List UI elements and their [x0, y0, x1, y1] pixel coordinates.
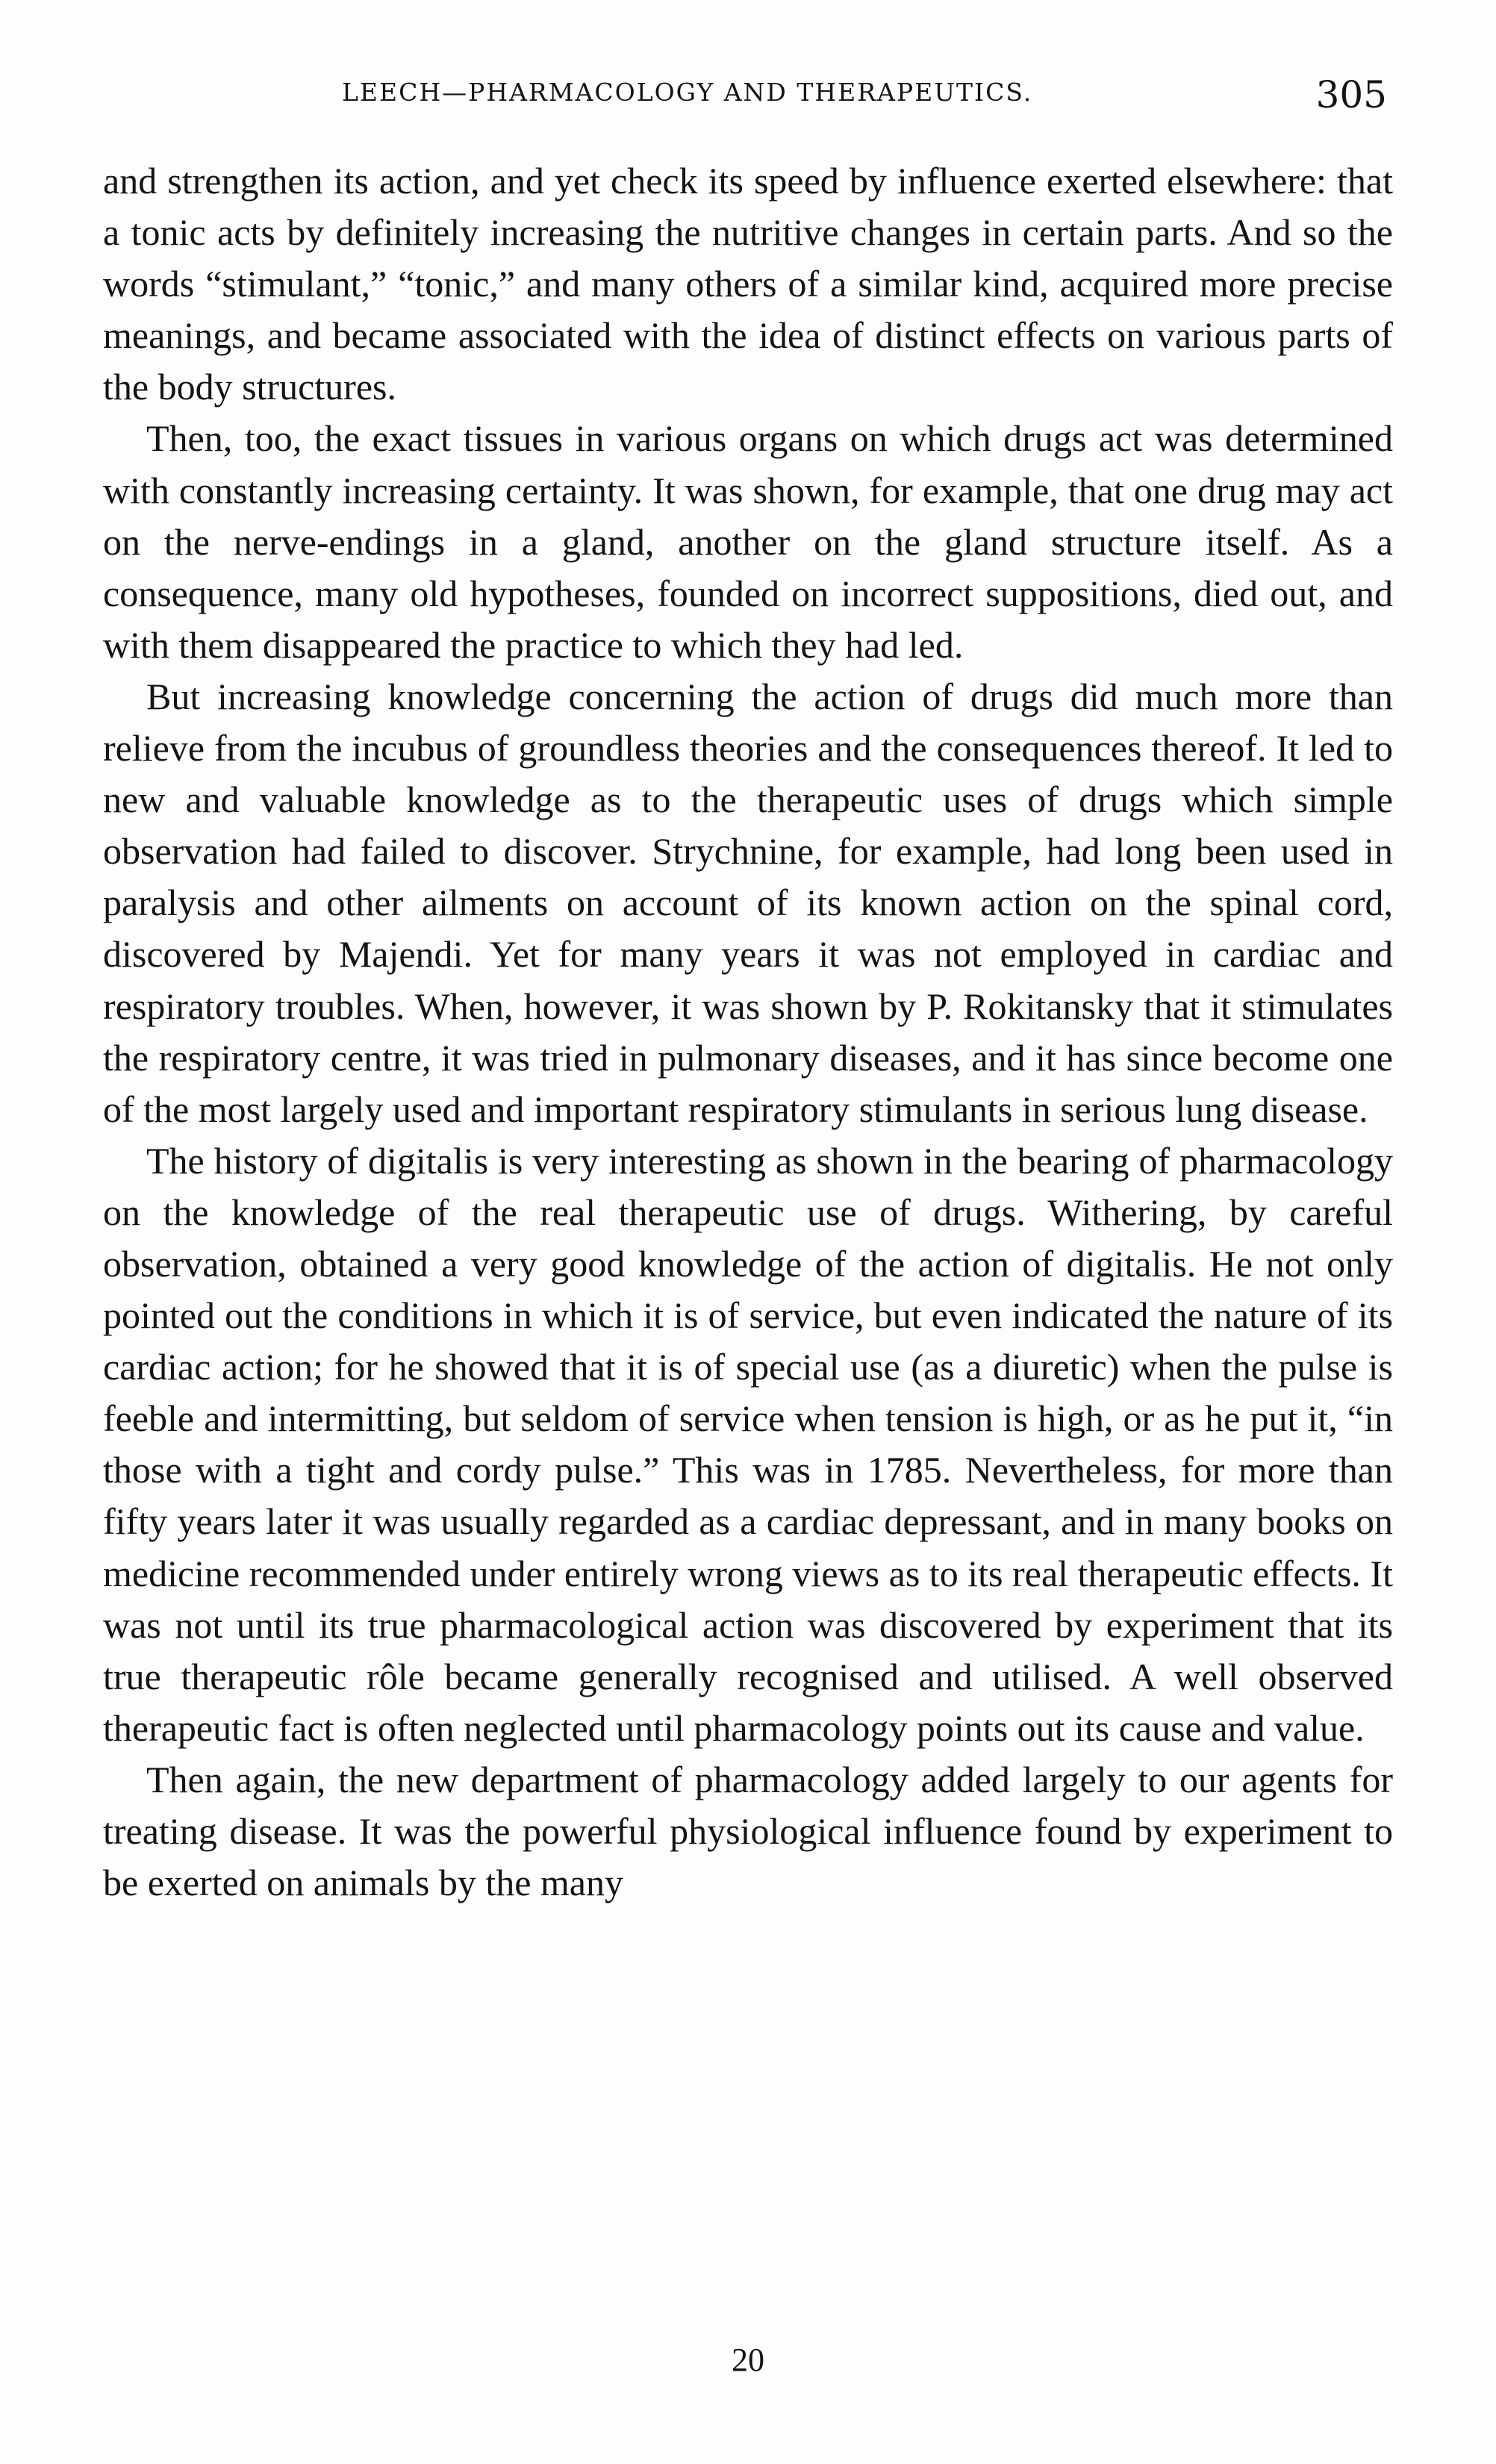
body-text — [103, 155, 1393, 1909]
paragraph: But increasing knowledge concerning the action of drugs did much more than relieve from the incubus of groundless theories and the consequences thereof. It led to new and valuable knowledge as to the therapeutic uses of drugs which simple observation had failed to discover. Strychnine, for example, had long been used in paralysis and other ailments on account of its known action on the spinal cord, discovered by Majendi. Yet for many years it was not employed in cardiac and respiratory troubles. When, however, it was shown by P. Rokitansky that it stimulates the respiratory centre, it was tried in pulmonary diseases, and it has since become one of the most largely used and important respiratory stimulants in serious lung disease. — [103, 675, 1393, 1130]
signature-mark: 20 — [732, 2342, 764, 2378]
paragraph: Then again, the new department of pharmacology added largely to our agents for treating disease. It was the powerful physiological influence found by experiment to be exerted on animals by the many — [103, 1758, 1393, 1904]
paragraph: The history of digitalis is very interesting as shown in the bearing of pharmacology on the knowledge of the real therapeutic use of drugs. Withering, by careful observation, obtained a very good knowledge of the action of digitalis. He not only pointed out the conditions in which it is of service, but even indicated the nature of its cardiac action; for he showed that it is of special use (as a diuretic) when the pulse is feeble and intermitting, but seldom of service when tension is high, or as he put it, “in those with a tight and cordy pulse.” This was in 1785. Nevertheless, for more than fifty years later it was usually regarded as a cardiac depressant, and in many books on medicine recommended under entirely wrong views as to its real therapeutic effects. It was not until its true pharmacological action was discovered by experiment that its true therapeutic rôle became generally recognised and utilised. A well observed therapeutic fact is often neglected until pharmacology points out its cause and value. — [103, 1139, 1393, 1749]
paragraph: Then, too, the exact tissues in various organs on which drugs act was determined with constantly increasing certainty. It was shown, for example, that one drug may act on the nerve-endings in a gland, another on the gland structure itself. As a consequence, many old hypotheses, founded on incorrect suppositions, died out, and with them disappeared the practice to which they had led. — [103, 417, 1393, 666]
running-head — [103, 73, 1387, 122]
page-number: 305 — [1315, 73, 1387, 116]
running-title: LEECH—PHARMACOLOGY AND THERAPEUTICS. — [342, 78, 1033, 107]
paragraph-continued: and strengthen its action, and yet check its speed by influence exerted elsewhere: that a tonic acts by definitely increasing the nutritive changes in certain parts. And so the words “stimulant,” “tonic,” and many others of a similar kind, acquired more precise meanings, and became associated with the idea of distinct effects on various parts of the body structures. — [103, 160, 1393, 408]
